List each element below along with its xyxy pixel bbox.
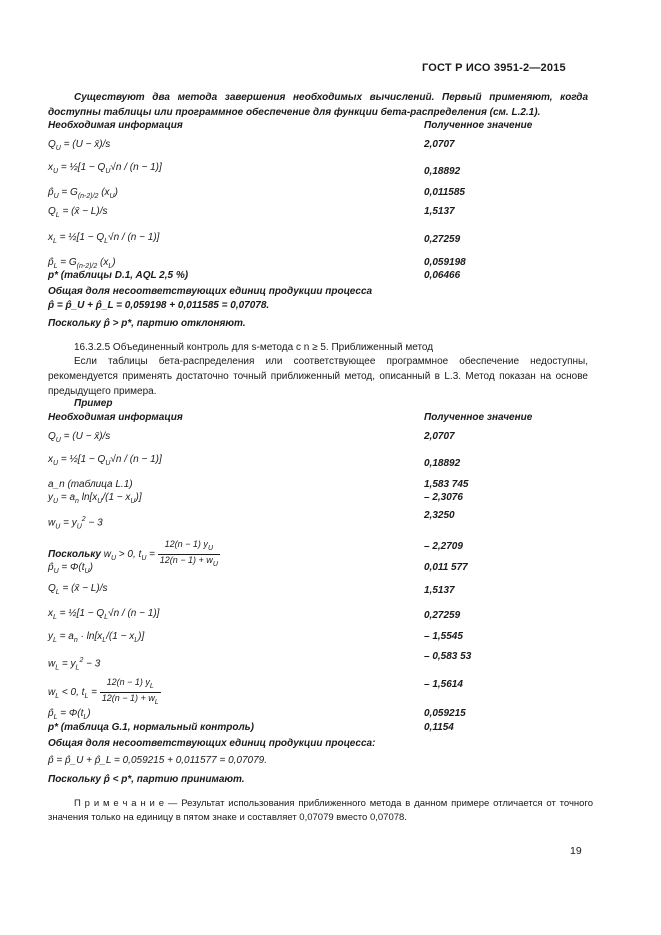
formula-ql: $Q_L$ = (x̄ − L)/s — [48, 583, 108, 596]
column-required-heading: Необходимая информация — [48, 412, 183, 423]
table-row — [48, 651, 588, 671]
value: 1,583 745 — [424, 479, 469, 490]
value: 0,18892 — [424, 166, 461, 177]
value: 2,3250 — [424, 510, 455, 521]
value: – 1,5545 — [424, 631, 463, 642]
formula-pl: $p̂_L = \Phi(t_L)$ — [48, 708, 91, 721]
value: 1,5137 — [424, 206, 455, 217]
section-title: 16.3.2.5 Объединенный контроль для s-метода с n ≥ 5. Приближенный метод — [74, 342, 434, 353]
decision-text: Поскольку p̂ > p*, партию отклоняют. — [48, 318, 246, 329]
table-row — [48, 583, 588, 603]
value: – 1,5614 — [424, 679, 463, 690]
table-row — [48, 492, 588, 512]
column-required-heading: Необходимая информация — [48, 120, 183, 131]
table-row — [48, 139, 588, 159]
total-label: Общая доля несоответствующих единиц продукции процесса: — [48, 738, 376, 749]
note-text: — Результат использования приближенного метода в данном примере отличается от точного значения только на единицу в пятом знаке и составляет 0,07079 вместо 0,07078. — [48, 798, 593, 823]
value: – 2,3076 — [424, 492, 463, 503]
formula-tu: Поскольку $w_U > 0$, $t_U$ = $\frac{12(n - 1) y_U}{12(n - 1) + w_U}$ — [48, 539, 218, 568]
value: 0,18892 — [424, 458, 461, 469]
note-paragraph — [48, 797, 593, 825]
formula-yl: $y_L = a_n \cdot \ln[x_L/(1 - x_L)]$ — [48, 631, 145, 644]
value: 0,059215 — [424, 708, 466, 719]
formula-wl: $w_L = y_L^2 - 3$ — [48, 657, 101, 672]
decision-text: Поскольку p̂ < p*, партию принимают. — [48, 774, 245, 785]
formula-pu: $p̂_U = G_{(n-2)/2}$ $(x_U)$ — [48, 187, 118, 200]
column-obtained-heading: Полученное значение — [424, 120, 533, 131]
formula-pstar: p* (таблица G.1, нормальный контроль) — [48, 722, 254, 733]
formula-tl: $w_L < 0$, $t_L$ = $\frac{12(n - 1) y_L}{12(n - 1) + w_L}$ — [48, 677, 159, 706]
value: 2,0707 — [424, 139, 455, 150]
formula-pstar: p* (таблицы D.1, AQL 2,5 %) — [48, 270, 189, 281]
document-header: ГОСТ Р ИСО 3951-2—2015 — [422, 62, 566, 74]
total-label: Общая доля несоответствующих единиц продукции процесса — [48, 286, 373, 297]
value: – 2,2709 — [424, 541, 463, 552]
page-number: 19 — [570, 845, 582, 857]
note-label: П р и м е ч а н и е — [74, 798, 164, 809]
intro-paragraph: Существуют два метода завершения необходимых вычислений. Первый применяют, когда доступны таблицы или программное обеспечение для функции бета-распределения (см. L.2.1). — [48, 92, 588, 118]
formula-xu: $x_U$ = ½[1 − $Q_U√n / (n - 1)$] — [48, 162, 162, 175]
value: 0,059198 — [424, 257, 466, 268]
formula-xl: $x_L$ = ½[1 − $Q_L√n / (n - 1)$] — [48, 232, 160, 245]
formula-ql: $Q_L$ = (x̄ − L)/s — [48, 206, 108, 219]
value: – 0,583 53 — [424, 651, 472, 662]
value: 2,0707 — [424, 431, 455, 442]
formula-qu: $Q_U = (U$ − x̄)/s — [48, 139, 111, 152]
table-row — [48, 510, 588, 530]
formula-pl: $p̂_L = G_{(n-2)/2}$ $(x_L)$ — [48, 257, 116, 270]
total-formula: p̂ = p̂_U + p̂_L = 0,059198 + 0,011585 = 0,07078. — [48, 300, 270, 311]
value: 0,06466 — [424, 270, 461, 281]
value: 0,011585 — [424, 187, 465, 198]
formula-qu: $Q_U = (U$ − x̄)/s — [48, 431, 111, 444]
table-row — [48, 206, 588, 226]
value: 1,5137 — [424, 585, 455, 596]
table-row — [48, 431, 588, 451]
formula-wu: $w_U = y_U^2 - 3$ — [48, 516, 103, 531]
section-paragraph: Если таблицы бета-распределения или соответствующее программное обеспечение недоступны, рекомендуется применять достаточно точный приближенный метод, описанный в L.3. Метод показан на основе предыдущего примера. — [48, 356, 588, 397]
table-row — [48, 187, 588, 207]
formula-pu: $p̂_U = \Phi(t_U)$ — [48, 562, 93, 575]
formula-xl: $x_L$ = ½[1 − $Q_L√n / (n - 1)$] — [48, 608, 160, 621]
example-label: Пример — [74, 398, 113, 409]
formula-xu: $x_U$ = ½[1 − $Q_U√n / (n - 1)$] — [48, 454, 162, 467]
table-row — [48, 162, 588, 182]
table-row — [48, 608, 588, 628]
table-row — [48, 631, 588, 651]
value: 0,1154 — [424, 722, 454, 733]
value: 0,27259 — [424, 610, 461, 621]
table-row — [48, 454, 588, 474]
formula-an: a_n (таблица L.1) — [48, 479, 133, 490]
value: 0,27259 — [424, 234, 461, 245]
formula-yu: $y_U = a_n$ $\ln[x_U/(1 - x_U)]$ — [48, 492, 142, 505]
total-formula: p̂ = p̂_U + p̂_L = 0,059215 + 0,011577 = 0,07079. — [48, 755, 267, 766]
value: 0,011 577 — [424, 562, 468, 573]
table-row — [48, 562, 588, 582]
column-obtained-heading: Полученное значение — [424, 412, 533, 423]
table-row — [48, 671, 588, 706]
table-row — [48, 232, 588, 252]
